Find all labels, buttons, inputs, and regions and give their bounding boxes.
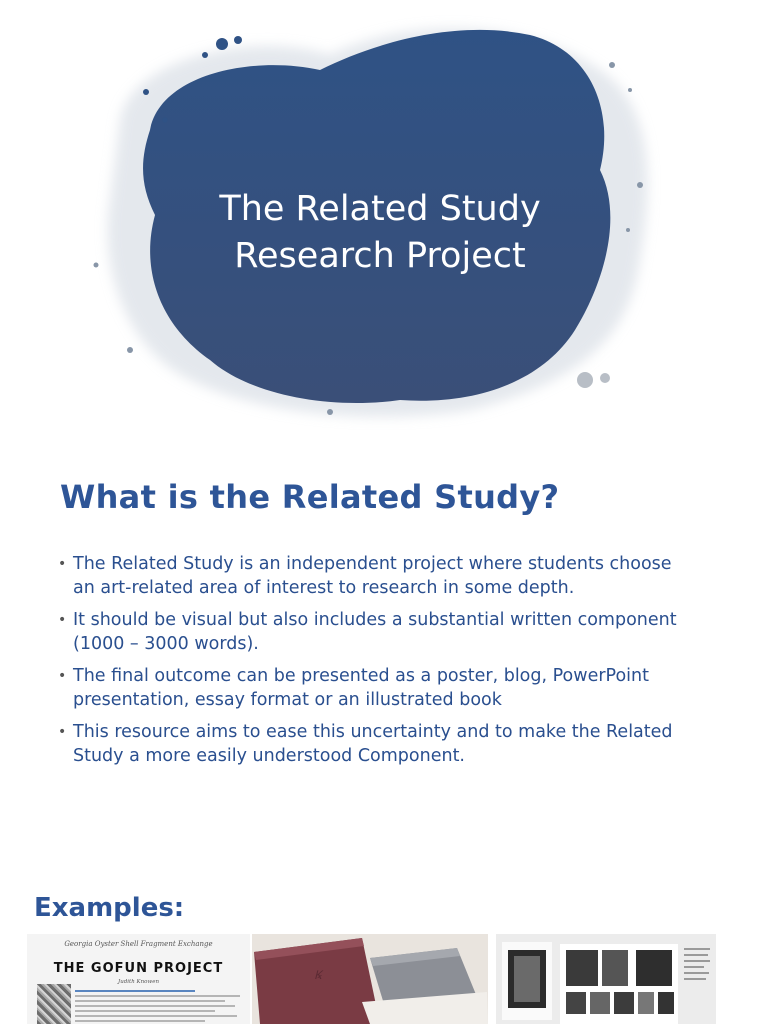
bullet-line: Study a more easily understood Component.: [73, 746, 465, 766]
title-slide: [0, 0, 768, 430]
bullet-line: This resource aims to ease this uncertainty and to make the Related: [73, 722, 673, 742]
thumbnail-author: Judith Knowen: [118, 979, 159, 985]
photo-spread-image: [496, 934, 716, 1024]
bullet-dot-icon: •: [58, 612, 67, 628]
svg-text:Ꝃ: Ꝃ: [314, 968, 322, 982]
bullet-dot-icon: •: [58, 556, 67, 572]
example-thumbnail-gofun[interactable]: [27, 934, 250, 1024]
thumbnail-subtitle: Georgia Oyster Shell Fragment Exchange: [64, 940, 213, 948]
bullet-dot-icon: •: [58, 724, 67, 740]
slide-title-line2: Research Project: [234, 236, 526, 277]
bullet-item: [56, 720, 716, 768]
bullet-list: [56, 552, 716, 776]
examples-heading: Examples:: [34, 893, 185, 923]
bullet-line: presentation, essay format or an illustrated book: [73, 690, 502, 710]
body-text-lines: [75, 990, 245, 1024]
thumbnail-title: THE GOFUN PROJECT: [53, 961, 224, 976]
definition-slide: [0, 440, 768, 870]
bullet-item: [56, 608, 716, 656]
bullet-line: an art-related area of interest to research in some depth.: [73, 578, 575, 598]
slide-heading: What is the Related Study?: [60, 478, 560, 516]
bullet-line: The Related Study is an independent project where students choose: [73, 554, 672, 574]
example-thumbnail-photo-spread[interactable]: [496, 934, 716, 1024]
slide-title: [160, 186, 600, 280]
bullet-line: (1000 – 3000 words).: [73, 634, 259, 654]
bullet-item: [56, 552, 716, 600]
bullet-line: The final outcome can be presented as a poster, blog, PowerPoint: [73, 666, 649, 686]
books-photo: [252, 934, 488, 1024]
bullet-item: [56, 664, 716, 712]
slide-title-line1: The Related Study: [219, 189, 541, 230]
bullet-line: It should be visual but also includes a substantial written component: [73, 610, 677, 630]
example-thumbnail-books[interactable]: [252, 934, 488, 1024]
collage-image: [37, 984, 71, 1024]
bullet-dot-icon: •: [58, 668, 67, 684]
